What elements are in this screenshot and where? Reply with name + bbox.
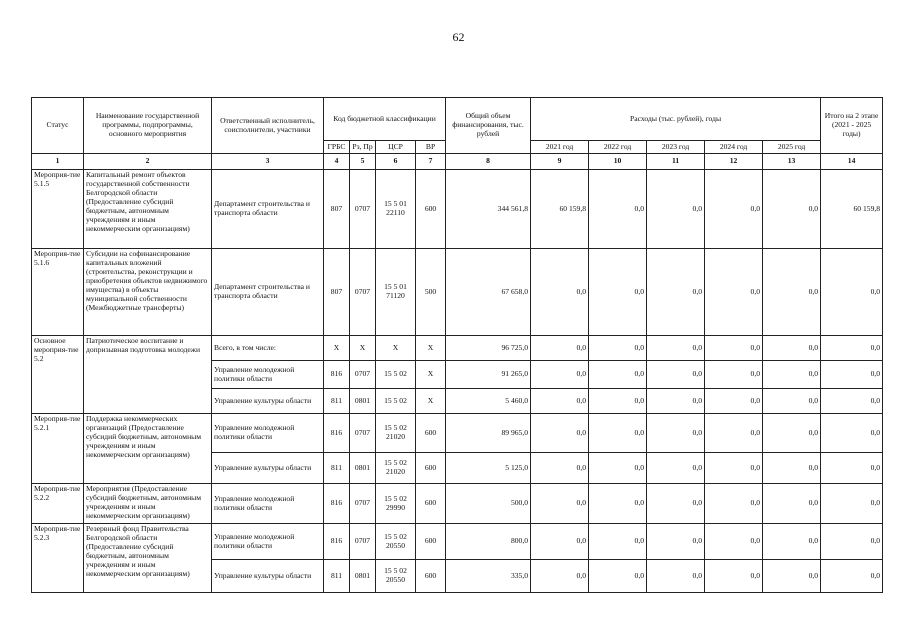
col-number: 10: [589, 154, 647, 170]
y2023-cell: 0,0: [647, 560, 705, 593]
y2022-cell: 0,0: [589, 389, 647, 414]
page-number: 62: [452, 30, 465, 44]
y2023-cell: 0,0: [647, 361, 705, 389]
y2021-cell: 60 159,8: [531, 170, 589, 249]
total-cell: 800,0: [446, 524, 531, 560]
col-number: 9: [531, 154, 589, 170]
name-cell: Резервный фонд Правительства Белгородской области (Предоставление субсидий бюджетным, автономным учреждениям и иным некоммерческим организациям): [84, 524, 212, 593]
grbs-cell: 816: [324, 484, 350, 524]
itogo-cell: 0,0: [821, 249, 883, 336]
y2024-cell: 0,0: [705, 524, 763, 560]
header-csr: ЦСР: [376, 141, 416, 154]
executor-cell: Департамент строительства и транспорта области: [212, 170, 324, 249]
name-cell: Капитальный ремонт объектов государственной собственности Белгородской области (Предоставление субсидий бюджетным, автономным учреждениям и иным некоммерческим организациям): [84, 170, 212, 249]
csr-cell: 15 5 01 22110: [376, 170, 416, 249]
header-vr: ВР: [416, 141, 446, 154]
vr-cell: Х: [416, 389, 446, 414]
status-cell: Мероприя-тие 5.2.2: [32, 484, 84, 524]
header-status: Статус: [32, 98, 84, 154]
csr-cell: 15 5 02: [376, 361, 416, 389]
y2022-cell: 0,0: [589, 560, 647, 593]
itogo-cell: 0,0: [821, 389, 883, 414]
y2023-cell: 0,0: [647, 249, 705, 336]
executor-cell: Управление молодежной политики области: [212, 524, 324, 560]
vr-cell: 600: [416, 414, 446, 453]
y2021-cell: 0,0: [531, 249, 589, 336]
y2022-cell: 0,0: [589, 484, 647, 524]
itogo-cell: 0,0: [821, 484, 883, 524]
itogo-cell: 0,0: [821, 336, 883, 361]
csr-cell: 15 5 02 21020: [376, 453, 416, 484]
rzpr-cell: 0801: [350, 389, 376, 414]
table-row: [32, 524, 883, 560]
header-2022: 2022 год: [589, 141, 647, 154]
y2025-cell: 0,0: [763, 389, 821, 414]
vr-cell: Х: [416, 336, 446, 361]
grbs-cell: Х: [324, 336, 350, 361]
y2021-cell: 0,0: [531, 336, 589, 361]
grbs-cell: 816: [324, 361, 350, 389]
table-row: [32, 249, 883, 336]
table-row: [32, 336, 883, 361]
y2022-cell: 0,0: [589, 170, 647, 249]
column-number-row: [32, 154, 883, 170]
vr-cell: Х: [416, 361, 446, 389]
name-cell: Патриотическое воспитание и допризывная подготовка молодежи: [84, 336, 212, 414]
vr-cell: 500: [416, 249, 446, 336]
executor-cell: Управление культуры области: [212, 453, 324, 484]
y2022-cell: 0,0: [589, 414, 647, 453]
col-number: 12: [705, 154, 763, 170]
rzpr-cell: 0801: [350, 453, 376, 484]
y2024-cell: 0,0: [705, 414, 763, 453]
executor-cell: Управление молодежной политики области: [212, 361, 324, 389]
itogo-cell: 0,0: [821, 453, 883, 484]
header-2023: 2023 год: [647, 141, 705, 154]
y2025-cell: 0,0: [763, 524, 821, 560]
grbs-cell: 811: [324, 560, 350, 593]
csr-cell: 15 5 02 29990: [376, 484, 416, 524]
total-cell: 89 965,0: [446, 414, 531, 453]
col-number: 11: [647, 154, 705, 170]
itogo-cell: 60 159,8: [821, 170, 883, 249]
rzpr-cell: 0707: [350, 170, 376, 249]
executor-cell: Управление молодежной политики области: [212, 484, 324, 524]
itogo-cell: 0,0: [821, 414, 883, 453]
executor-cell: Управление культуры области: [212, 560, 324, 593]
y2024-cell: 0,0: [705, 484, 763, 524]
itogo-cell: 0,0: [821, 524, 883, 560]
vr-cell: 600: [416, 170, 446, 249]
y2022-cell: 0,0: [589, 361, 647, 389]
col-number: 13: [763, 154, 821, 170]
itogo-cell: 0,0: [821, 560, 883, 593]
status-cell: Основное мероприя-тие 5.2: [32, 336, 84, 414]
header-executor: Ответственный исполнитель, соисполнители, участники: [212, 98, 324, 154]
header-budget-code: Код бюджетной классификации: [324, 98, 446, 141]
grbs-cell: 816: [324, 524, 350, 560]
col-number: 2: [84, 154, 212, 170]
csr-cell: 15 5 02 21020: [376, 414, 416, 453]
y2025-cell: 0,0: [763, 414, 821, 453]
csr-cell: 15 5 02: [376, 389, 416, 414]
col-number: 8: [446, 154, 531, 170]
csr-cell: 15 5 01 71120: [376, 249, 416, 336]
header-grbs: ГРБС: [324, 141, 350, 154]
rzpr-cell: Х: [350, 336, 376, 361]
total-cell: 335,0: [446, 560, 531, 593]
header-rzpr: Рз, Пр: [350, 141, 376, 154]
header-stage-total: Итого на 2 этапе (2021 - 2025 годы): [821, 98, 883, 154]
executor-cell: Департамент строительства и транспорта области: [212, 249, 324, 336]
grbs-cell: 807: [324, 249, 350, 336]
total-cell: 67 658,0: [446, 249, 531, 336]
header-2024: 2024 год: [705, 141, 763, 154]
y2023-cell: 0,0: [647, 453, 705, 484]
rzpr-cell: 0707: [350, 484, 376, 524]
total-cell: 96 725,0: [446, 336, 531, 361]
y2023-cell: 0,0: [647, 484, 705, 524]
y2023-cell: 0,0: [647, 389, 705, 414]
grbs-cell: 811: [324, 389, 350, 414]
col-number: 7: [416, 154, 446, 170]
csr-cell: 15 5 02 20550: [376, 560, 416, 593]
y2022-cell: 0,0: [589, 524, 647, 560]
status-cell: Мероприя-тие 5.2.3: [32, 524, 84, 593]
y2025-cell: 0,0: [763, 361, 821, 389]
name-cell: Поддержка некоммерческих организаций (Предоставление субсидий бюджетным, автономным учреждениям и иным некоммерческим организациям): [84, 414, 212, 484]
vr-cell: 600: [416, 524, 446, 560]
y2021-cell: 0,0: [531, 560, 589, 593]
total-cell: 500,0: [446, 484, 531, 524]
rzpr-cell: 0707: [350, 361, 376, 389]
y2022-cell: 0,0: [589, 453, 647, 484]
y2025-cell: 0,0: [763, 249, 821, 336]
y2021-cell: 0,0: [531, 361, 589, 389]
y2024-cell: 0,0: [705, 170, 763, 249]
y2025-cell: 0,0: [763, 560, 821, 593]
y2023-cell: 0,0: [647, 170, 705, 249]
y2021-cell: 0,0: [531, 453, 589, 484]
executor-cell: Управление молодежной политики области: [212, 414, 324, 453]
executor-cell: Всего, в том числе:: [212, 336, 324, 361]
y2022-cell: 0,0: [589, 336, 647, 361]
y2022-cell: 0,0: [589, 249, 647, 336]
col-number: 5: [350, 154, 376, 170]
name-cell: Мероприятия (Предоставление субсидий бюджетным, автономным учреждениям и иным некоммерческим организациям): [84, 484, 212, 524]
status-cell: Мероприя-тие 5.1.5: [32, 170, 84, 249]
status-cell: Мероприя-тие 5.1.6: [32, 249, 84, 336]
y2024-cell: 0,0: [705, 361, 763, 389]
table-row: [32, 484, 883, 524]
y2021-cell: 0,0: [531, 484, 589, 524]
header-total: Общий объем финансирования, тыс. рублей: [446, 98, 531, 154]
rzpr-cell: 0707: [350, 524, 376, 560]
y2024-cell: 0,0: [705, 249, 763, 336]
y2023-cell: 0,0: [647, 414, 705, 453]
header-2025: 2025 год: [763, 141, 821, 154]
csr-cell: 15 5 02 20550: [376, 524, 416, 560]
rzpr-cell: 0707: [350, 249, 376, 336]
total-cell: 5 125,0: [446, 453, 531, 484]
vr-cell: 600: [416, 560, 446, 593]
col-number: 1: [32, 154, 84, 170]
itogo-cell: 0,0: [821, 361, 883, 389]
status-cell: Мероприя-тие 5.2.1: [32, 414, 84, 484]
budget-table: [31, 97, 883, 593]
table-row: [32, 414, 883, 453]
y2023-cell: 0,0: [647, 524, 705, 560]
grbs-cell: 816: [324, 414, 350, 453]
y2023-cell: 0,0: [647, 336, 705, 361]
name-cell: Субсидии на софинансирование капитальных вложений (строительства, реконструкции и приобретения объектов недвижимого имущества) в объекты муниципальной собственности (Межбюджетные трансферты): [84, 249, 212, 336]
col-number: 6: [376, 154, 416, 170]
grbs-cell: 807: [324, 170, 350, 249]
header-2021: 2021 год: [531, 141, 589, 154]
vr-cell: 600: [416, 484, 446, 524]
csr-cell: Х: [376, 336, 416, 361]
y2024-cell: 0,0: [705, 336, 763, 361]
col-number: 3: [212, 154, 324, 170]
y2025-cell: 0,0: [763, 453, 821, 484]
y2025-cell: 0,0: [763, 170, 821, 249]
y2024-cell: 0,0: [705, 453, 763, 484]
header-name: Наименование государственной программы, подпрограммы, основного мероприятия: [84, 98, 212, 154]
executor-cell: Управление культуры области: [212, 389, 324, 414]
col-number: 14: [821, 154, 883, 170]
rzpr-cell: 0801: [350, 560, 376, 593]
vr-cell: 600: [416, 453, 446, 484]
total-cell: 91 265,0: [446, 361, 531, 389]
y2024-cell: 0,0: [705, 389, 763, 414]
col-number: 4: [324, 154, 350, 170]
y2025-cell: 0,0: [763, 336, 821, 361]
y2021-cell: 0,0: [531, 414, 589, 453]
total-cell: 344 561,8: [446, 170, 531, 249]
grbs-cell: 811: [324, 453, 350, 484]
table-row: [32, 170, 883, 249]
y2025-cell: 0,0: [763, 484, 821, 524]
header-expenses: Расходы (тыс. рублей), годы: [531, 98, 821, 141]
y2021-cell: 0,0: [531, 524, 589, 560]
total-cell: 5 460,0: [446, 389, 531, 414]
y2024-cell: 0,0: [705, 560, 763, 593]
rzpr-cell: 0707: [350, 414, 376, 453]
y2021-cell: 0,0: [531, 389, 589, 414]
